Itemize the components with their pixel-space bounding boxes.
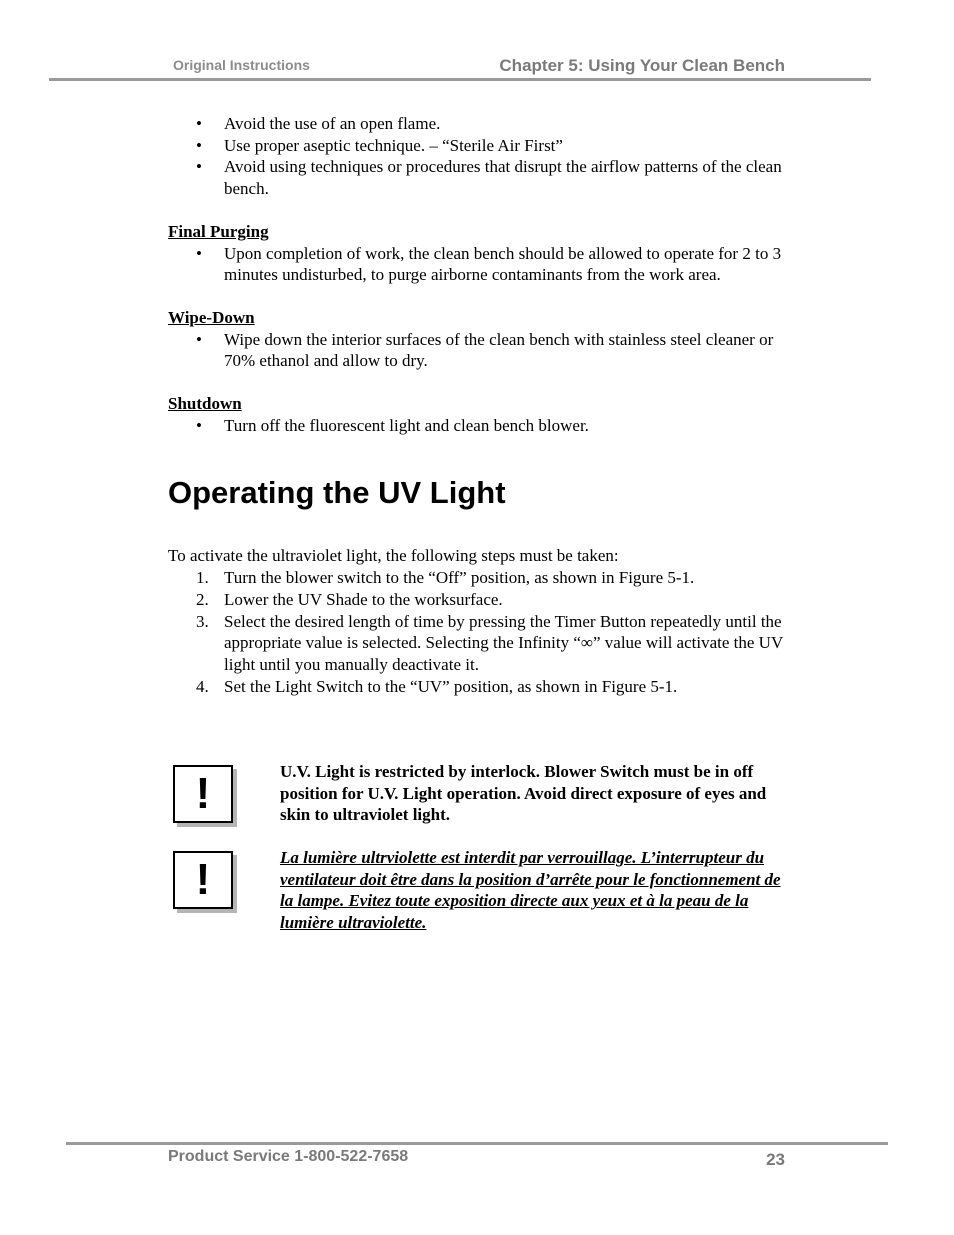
uv-steps-list [168, 567, 786, 697]
final-purging-heading: Final Purging [168, 221, 269, 241]
final-purging-list [168, 243, 786, 286]
chapter-title: Chapter 5: Using Your Clean Bench [499, 56, 785, 75]
step-item [168, 611, 786, 676]
footer-rule [66, 1142, 888, 1145]
shutdown-list [168, 415, 786, 437]
step-item [168, 589, 786, 611]
shutdown-heading: Shutdown [168, 394, 242, 414]
footer-service-line: Product Service 1-800-522-7658 [168, 1148, 409, 1165]
list-item: • Use proper aseptic technique. – “Sterile Air First” [168, 135, 786, 157]
warning-icon [173, 765, 233, 823]
list-item: • Avoid the use of an open flame. [168, 113, 786, 135]
warning-icon [173, 851, 233, 909]
wipe-down-list [168, 329, 786, 372]
exclamation-icon: ! [195, 769, 211, 818]
step-text: Set the Light Switch to the “UV” position, as shown in Figure 5-1. [224, 676, 678, 696]
step-text: Turn the blower switch to the “Off” position, as shown in Figure 5-1. [224, 568, 695, 588]
list-item: • Turn off the fluorescent light and clean bench blower. [168, 415, 786, 437]
step-number: 3. [196, 611, 209, 631]
warning-french: La lumière ultrviolette est interdit par verrouillage. L’interrupteur du ventilateur doit être dans la position d’arrête pour le fonctionnement de la lampe. Evitez toute exposition directe aux yeux et à la peau de la lumière ultraviolette. [280, 848, 781, 933]
header-left-label: Original Instructions [173, 57, 310, 73]
top-bullet-list [168, 113, 786, 200]
header-rule [49, 78, 871, 81]
list-item: • Wipe down the interior surfaces of the clean bench with stainless steel cleaner or 70% ethanol and allow to dry. [168, 329, 786, 372]
section-title: Operating the UV Light [168, 475, 506, 511]
page-number: 23 [766, 1150, 785, 1169]
list-item: • Avoid using techniques or procedures that disrupt the airflow patterns of the clean bench. [168, 156, 786, 199]
exclamation-icon: ! [195, 855, 211, 904]
uv-intro: To activate the ultraviolet light, the following steps must be taken: [168, 546, 619, 566]
step-number: 4. [196, 676, 209, 696]
wipe-down-heading: Wipe-Down [168, 307, 255, 327]
list-item: • Upon completion of work, the clean bench should be allowed to operate for 2 to 3 minutes undisturbed, to purge airborne contaminants from the work area. [168, 243, 786, 286]
main-content [168, 113, 786, 697]
step-item [168, 567, 786, 589]
step-number: 2. [196, 589, 209, 609]
step-text: Lower the UV Shade to the worksurface. [224, 589, 503, 609]
step-item [168, 676, 786, 698]
step-text: Select the desired length of time by pressing the Timer Button repeatedly until the appropriate value is selected. Selecting the Infinity “∞” value will activate the UV light until you manually deactivate it. [224, 611, 783, 674]
step-number: 1. [196, 568, 209, 588]
warning-english: U.V. Light is restricted by interlock. Blower Switch must be in off position for U.V. Light operation. Avoid direct exposure of eyes and skin to ultraviolet light. [280, 762, 767, 825]
